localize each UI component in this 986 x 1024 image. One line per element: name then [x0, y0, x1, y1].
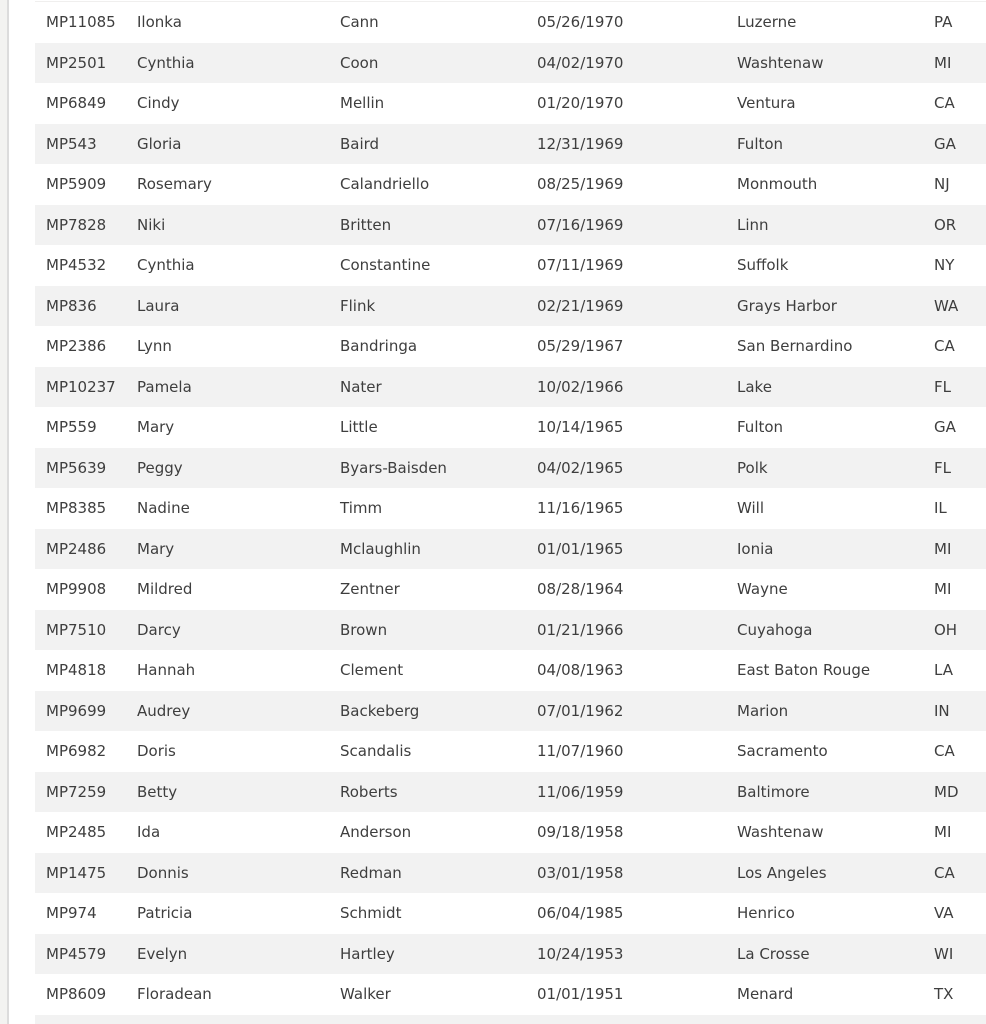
table-row[interactable] [35, 83, 986, 124]
cell-first-name: Ilonka [137, 13, 182, 31]
cell-dob: 02/21/1969 [537, 296, 624, 315]
cell-dob: 10/24/1953 [537, 944, 624, 963]
cell-dob: 08/28/1964 [537, 580, 624, 598]
cell-record-id: MP9699 [46, 701, 107, 720]
cell-dob: 04/02/1965 [537, 458, 624, 477]
table-row[interactable] [35, 731, 986, 772]
cell-last-name: Little [340, 418, 378, 436]
cell-record-id: MP6849 [46, 94, 107, 112]
cell-state: CA [934, 742, 955, 760]
cell-dob: 07/11/1969 [537, 256, 624, 274]
left-gutter [0, 0, 9, 1024]
cell-record-id: MP11085 [46, 13, 116, 31]
table-row[interactable] [35, 326, 986, 367]
cell-record-id: MP2501 [46, 53, 107, 72]
cell-county: Grays Harbor [737, 296, 837, 315]
table-row[interactable] [35, 974, 986, 1015]
cell-state: FL [934, 377, 951, 396]
cell-first-name: Darcy [137, 620, 181, 639]
table-row[interactable] [35, 124, 986, 165]
cell-last-name: Calandriello [340, 175, 430, 193]
cell-first-name: Nadine [137, 499, 190, 517]
cell-county: Wayne [737, 580, 788, 598]
cell-record-id: MP7828 [46, 215, 107, 234]
cell-county: Luzerne [737, 13, 797, 31]
cell-last-name: Bandringa [340, 337, 418, 355]
cell-state: IL [934, 499, 947, 517]
table-row[interactable] [35, 205, 986, 246]
cell-county: Menard [737, 985, 794, 1003]
cell-record-id: MP8609 [46, 985, 107, 1003]
cell-first-name: Hannah [137, 661, 196, 679]
cell-state: TX [934, 985, 954, 1003]
cell-last-name: Walker [340, 985, 391, 1003]
cell-dob: 09/18/1958 [537, 823, 624, 841]
cell-first-name: Laura [137, 296, 180, 315]
cell-state: IN [934, 701, 950, 720]
table-row-partial[interactable] [35, 1015, 986, 1024]
cell-county: Ionia [737, 539, 774, 558]
cell-first-name: Evelyn [137, 944, 188, 963]
cell-last-name: Redman [340, 863, 402, 882]
table-row[interactable] [35, 367, 986, 408]
table-row[interactable] [35, 853, 986, 894]
cell-state: GA [934, 418, 956, 436]
table-row[interactable] [35, 488, 986, 529]
cell-record-id: MP2486 [46, 539, 107, 558]
cell-dob: 11/06/1959 [537, 782, 624, 801]
table-row[interactable] [35, 43, 986, 84]
cell-record-id: MP5639 [46, 458, 107, 477]
cell-county: San Bernardino [737, 337, 853, 355]
cell-state: VA [934, 904, 954, 922]
cell-record-id: MP9908 [46, 580, 107, 598]
cell-state: LA [934, 661, 953, 679]
cell-state: MI [934, 53, 952, 72]
cell-first-name: Doris [137, 742, 176, 760]
table-row[interactable] [35, 772, 986, 813]
cell-dob: 05/29/1967 [537, 337, 624, 355]
cell-first-name: Patricia [137, 904, 193, 922]
cell-state: NJ [934, 175, 950, 193]
cell-county: Sacramento [737, 742, 828, 760]
cell-state: WI [934, 944, 954, 963]
cell-last-name: Clement [340, 661, 404, 679]
cell-state: NY [934, 256, 955, 274]
cell-first-name: Peggy [137, 458, 183, 477]
table-row[interactable] [35, 691, 986, 732]
cell-county: Baltimore [737, 782, 810, 801]
cell-record-id: MP543 [46, 134, 97, 153]
cell-dob: 12/31/1969 [537, 134, 624, 153]
cell-county: Cuyahoga [737, 620, 813, 639]
cell-state: MI [934, 580, 952, 598]
cell-state: CA [934, 863, 955, 882]
table-row[interactable] [35, 650, 986, 691]
cell-dob: 11/07/1960 [537, 742, 624, 760]
cell-last-name: Brown [340, 620, 388, 639]
cell-last-name: Flink [340, 296, 376, 315]
cell-record-id: MP559 [46, 418, 97, 436]
cell-last-name: Britten [340, 215, 392, 234]
cell-county: La Crosse [737, 944, 810, 963]
cell-last-name: Mclaughlin [340, 539, 421, 558]
cell-county: Washtenaw [737, 823, 824, 841]
cell-last-name: Scandalis [340, 742, 412, 760]
cell-first-name: Mary [137, 539, 175, 558]
cell-dob: 08/25/1969 [537, 175, 624, 193]
cell-dob: 01/01/1965 [537, 539, 624, 558]
cell-record-id: MP7259 [46, 782, 107, 801]
cell-county: Suffolk [737, 256, 789, 274]
cell-state: OR [934, 215, 957, 234]
cell-first-name: Lynn [137, 337, 172, 355]
table-row[interactable] [35, 407, 986, 448]
cell-last-name: Nater [340, 377, 382, 396]
cell-dob: 07/16/1969 [537, 215, 624, 234]
cell-first-name: Betty [137, 782, 178, 801]
cell-record-id: MP4579 [46, 944, 107, 963]
cell-county: Henrico [737, 904, 795, 922]
cell-state: PA [934, 13, 953, 31]
cell-first-name: Cynthia [137, 256, 195, 274]
cell-first-name: Niki [137, 215, 166, 234]
cell-last-name: Constantine [340, 256, 431, 274]
cell-state: WA [934, 296, 959, 315]
records-table [35, 1, 986, 1024]
cell-last-name: Timm [340, 499, 383, 517]
cell-county: Washtenaw [737, 53, 824, 72]
cell-county: Fulton [737, 134, 784, 153]
cell-first-name: Cynthia [137, 53, 195, 72]
cell-last-name: Mellin [340, 94, 385, 112]
table-row[interactable] [35, 529, 986, 570]
table-row[interactable] [35, 569, 986, 610]
cell-record-id: MP836 [46, 296, 97, 315]
cell-county: Will [737, 499, 765, 517]
cell-county: Marion [737, 701, 789, 720]
cell-county: Fulton [737, 418, 784, 436]
cell-first-name: Ida [137, 823, 161, 841]
cell-last-name: Hartley [340, 944, 395, 963]
cell-record-id: MP5909 [46, 175, 107, 193]
cell-last-name: Byars-Baisden [340, 458, 447, 477]
cell-dob: 04/02/1970 [537, 53, 624, 72]
cell-dob: 10/14/1965 [537, 418, 624, 436]
cell-first-name: Pamela [137, 377, 192, 396]
cell-first-name: Floradean [137, 985, 212, 1003]
table-row[interactable] [35, 245, 986, 286]
cell-record-id: MP10237 [46, 377, 116, 396]
cell-county: Linn [737, 215, 769, 234]
table-row[interactable] [35, 934, 986, 975]
table-row[interactable] [35, 286, 986, 327]
cell-first-name: Rosemary [137, 175, 212, 193]
cell-last-name: Roberts [340, 782, 398, 801]
table-row[interactable] [35, 812, 986, 853]
cell-record-id: MP4818 [46, 661, 107, 679]
cell-state: FL [934, 458, 951, 477]
table-row[interactable] [35, 2, 986, 43]
table-row[interactable] [35, 610, 986, 651]
cell-first-name: Donnis [137, 863, 189, 882]
cell-dob: 01/21/1966 [537, 620, 624, 639]
cell-dob: 11/16/1965 [537, 499, 624, 517]
cell-state: GA [934, 134, 956, 153]
table-row[interactable] [35, 164, 986, 205]
cell-last-name: Coon [340, 53, 379, 72]
cell-record-id: MP2386 [46, 337, 107, 355]
cell-first-name: Audrey [137, 701, 191, 720]
cell-dob: 04/08/1963 [537, 661, 624, 679]
cell-dob: 03/01/1958 [537, 863, 624, 882]
cell-last-name: Zentner [340, 580, 400, 598]
cell-state: MI [934, 823, 952, 841]
cell-first-name: Mary [137, 418, 175, 436]
cell-record-id: MP974 [46, 904, 97, 922]
cell-state: CA [934, 94, 955, 112]
cell-dob: 10/02/1966 [537, 377, 624, 396]
cell-dob: 05/26/1970 [537, 13, 624, 31]
cell-state: CA [934, 337, 955, 355]
cell-county: Polk [737, 458, 768, 477]
cell-county: Monmouth [737, 175, 818, 193]
cell-county: Ventura [737, 94, 796, 112]
cell-first-name: Mildred [137, 580, 193, 598]
cell-first-name: Gloria [137, 134, 182, 153]
cell-last-name: Cann [340, 13, 379, 31]
cell-dob: 06/04/1985 [537, 904, 624, 922]
cell-record-id: MP8385 [46, 499, 107, 517]
cell-last-name: Anderson [340, 823, 412, 841]
cell-dob: 01/20/1970 [537, 94, 624, 112]
cell-last-name: Baird [340, 134, 380, 153]
cell-first-name: Cindy [137, 94, 180, 112]
table-row[interactable] [35, 893, 986, 934]
cell-last-name: Schmidt [340, 904, 402, 922]
cell-last-name: Backeberg [340, 701, 420, 720]
cell-dob: 01/01/1951 [537, 985, 624, 1003]
cell-dob: 07/01/1962 [537, 701, 624, 720]
cell-record-id: MP2485 [46, 823, 107, 841]
cell-state: MD [934, 782, 959, 801]
cell-record-id: MP7510 [46, 620, 107, 639]
cell-state: MI [934, 539, 952, 558]
cell-county: Lake [737, 377, 772, 396]
table-row[interactable] [35, 448, 986, 489]
cell-record-id: MP6982 [46, 742, 107, 760]
cell-county: Los Angeles [737, 863, 827, 882]
cell-state: OH [934, 620, 958, 639]
cell-county: East Baton Rouge [737, 661, 871, 679]
cell-record-id: MP4532 [46, 256, 107, 274]
cell-record-id: MP1475 [46, 863, 107, 882]
